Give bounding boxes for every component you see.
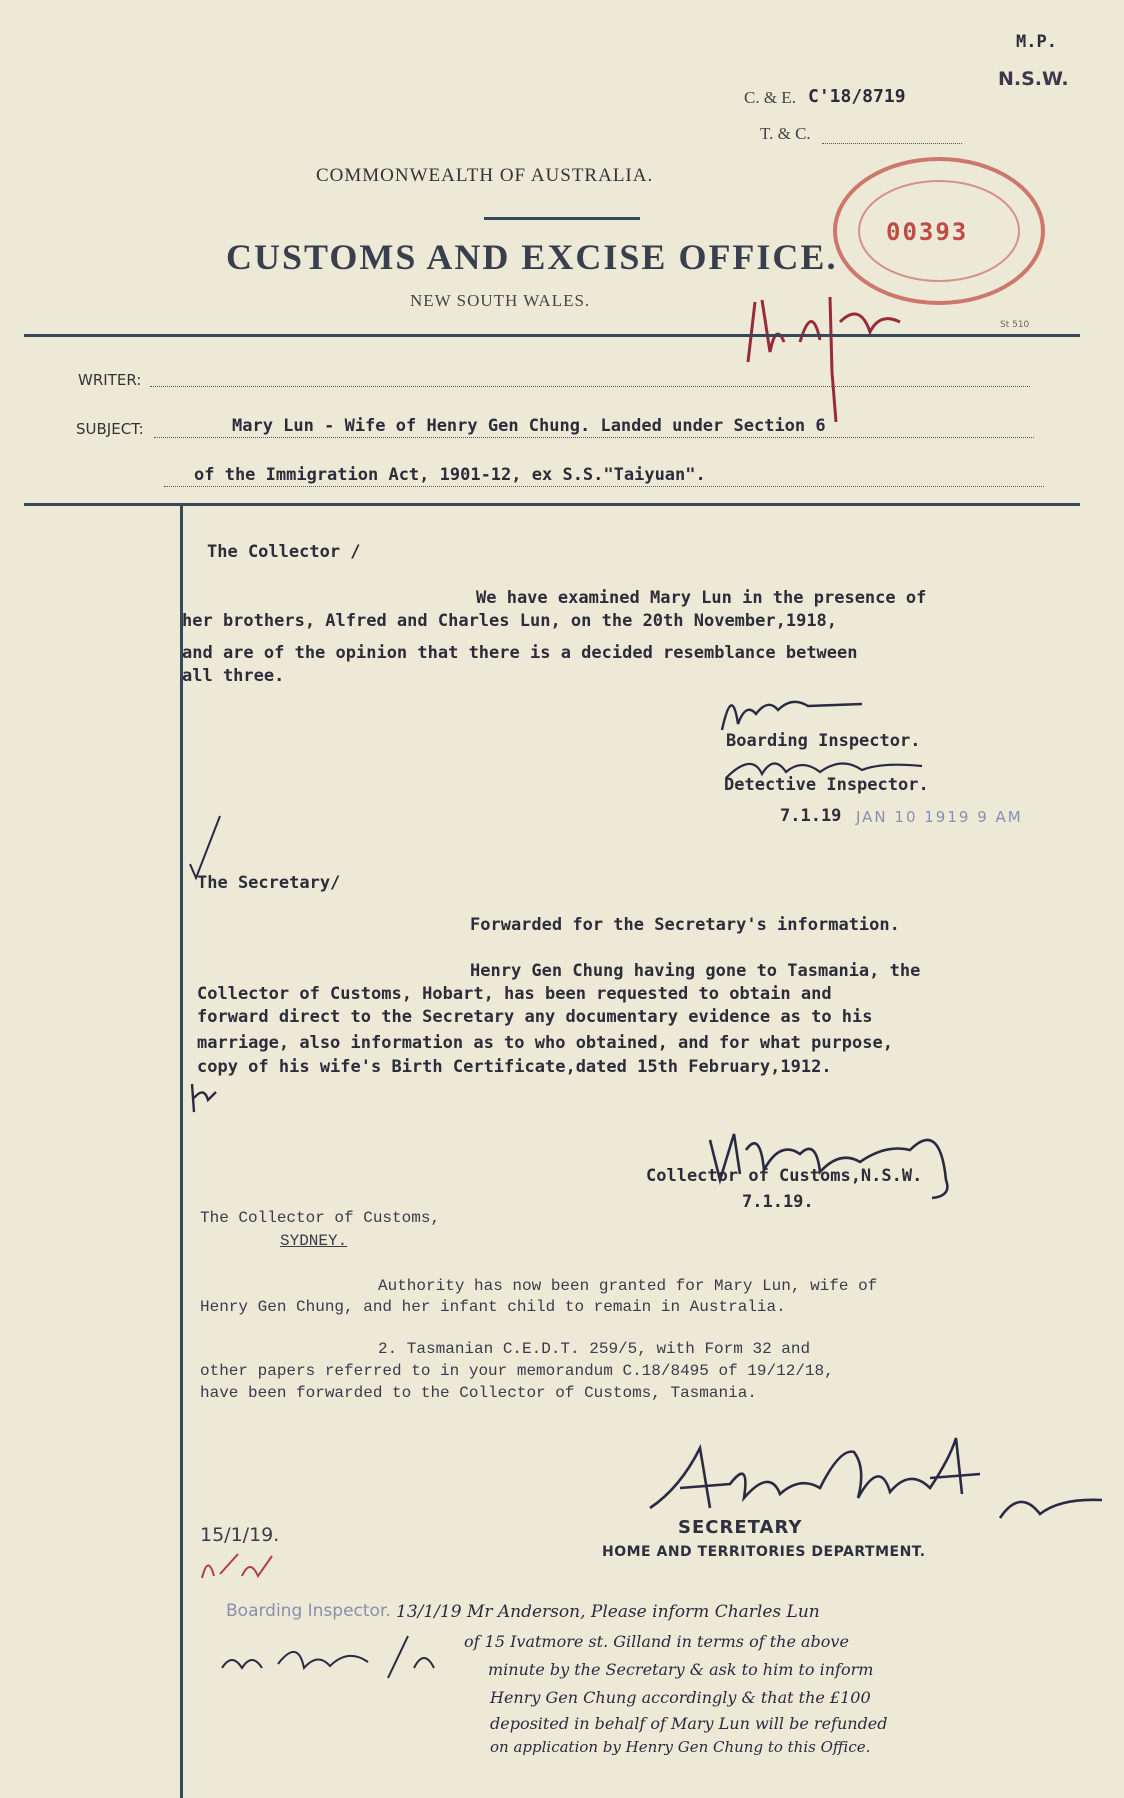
- tc-dotted-line: [822, 143, 962, 144]
- boarding-inspector-title: Boarding Inspector.: [726, 731, 921, 751]
- minute2-line-1: Henry Gen Chung having gone to Tasmania, the: [470, 961, 921, 981]
- note-line-3: minute by the Secretary & ask to him to inform: [488, 1660, 874, 1679]
- ce-label: C. & E.: [744, 88, 796, 107]
- department-title: HOME AND TERRITORIES DEPARTMENT.: [602, 1544, 926, 1560]
- note-line-4: Henry Gen Chung accordingly & that the £100: [490, 1688, 871, 1707]
- red-margin-note: [198, 1548, 278, 1584]
- writer-label: WRITER:: [78, 371, 142, 389]
- subject-label: SUBJECT:: [76, 420, 144, 438]
- reply-addressee-1: The Collector of Customs,: [200, 1209, 441, 1227]
- boarding-inspector-stamp: Boarding Inspector.: [226, 1601, 391, 1621]
- secretary-title: SECRETARY: [678, 1517, 803, 1538]
- margin-initials: [186, 1078, 222, 1118]
- subject-dotted-line-1: [154, 437, 1034, 438]
- subject-line-2: of the Immigration Act, 1901-12, ex S.S."Taiyuan".: [194, 465, 706, 485]
- minute2-forwarded: Forwarded for the Secretary's information.: [470, 915, 900, 935]
- minute2-salutation: The Secretary/: [197, 873, 341, 893]
- minute1-salutation: The Collector /: [207, 542, 361, 562]
- tc-label: T. & C.: [760, 124, 811, 143]
- margin-rule: [180, 505, 183, 1798]
- ce-number: C'18/8719: [808, 86, 906, 107]
- note-line-1: 13/1/19 Mr Anderson, Please inform Charles Lun: [396, 1602, 820, 1622]
- minute2-line-4: marriage, also information as to who obtained, and for what purpose,: [197, 1033, 893, 1053]
- state-heading: NEW SOUTH WALES.: [410, 291, 591, 310]
- mp-mark: M.P.: [1016, 32, 1057, 52]
- reply-para1-line-1: Authority has now been granted for Mary Lun, wife of: [378, 1277, 878, 1295]
- reply-para2-line-3: have been forwarded to the Collector of Customs, Tasmania.: [200, 1384, 757, 1402]
- minute1-date: 7.1.19: [780, 806, 842, 826]
- minute2-line-3: forward direct to the Secretary any documentary evidence as to his: [197, 1007, 873, 1027]
- note-line-2: of 15 Ivatmore st. Gilland in terms of the above: [464, 1632, 849, 1651]
- detective-inspector-title: Detective Inspector.: [724, 775, 929, 795]
- check-mark-icon: [186, 812, 226, 882]
- minute2-date: 7.1.19.: [742, 1192, 814, 1212]
- header-initials-signature: [740, 282, 920, 422]
- commonwealth-heading: COMMONWEALTH OF AUSTRALIA.: [316, 165, 654, 186]
- reply-para2-line-1: 2. Tasmanian C.E.D.T. 259/5, with Form 32 and: [378, 1340, 811, 1358]
- stamp-number: 00393: [886, 218, 969, 246]
- minute1-line-1: We have examined Mary Lun in the presence of: [476, 588, 927, 608]
- reply-addressee-2: SYDNEY.: [280, 1232, 348, 1250]
- collector-title: Collector of Customs,N.S.W.: [646, 1166, 923, 1186]
- nsw-mark: N.S.W.: [998, 68, 1069, 90]
- minute1-line-2: her brothers, Alfred and Charles Lun, on the 20th November,1918,: [182, 611, 838, 631]
- form-number: St 510: [1000, 320, 1030, 330]
- writer-dotted-line: [150, 386, 1030, 387]
- footer-initials-signature: [218, 1628, 458, 1688]
- minute1-received-stamp: JAN 10 1919 9 AM: [856, 808, 1023, 826]
- reply-para2-line-2: other papers referred to in your memorandum C.18/8495 of 19/12/18,: [200, 1362, 834, 1380]
- note-line-6: on application by Henry Gen Chung to this Office.: [490, 1738, 871, 1756]
- reply-para1-line-2: Henry Gen Chung, and her infant child to remain in Australia.: [200, 1298, 786, 1316]
- minute1-line-4: all three.: [182, 666, 285, 686]
- note-line-5: deposited in behalf of Mary Lun will be refunded: [490, 1714, 888, 1733]
- minute2-line-5: copy of his wife's Birth Certificate,dated 15th February,1912.: [197, 1057, 832, 1077]
- reply-date: 15/1/19.: [200, 1524, 280, 1546]
- subject-dotted-line-2: [164, 486, 1044, 487]
- subject-line-1: Mary Lun - Wife of Henry Gen Chung. Landed under Section 6: [232, 416, 826, 436]
- header-rule: [24, 334, 1080, 337]
- collector-signature: [700, 1110, 1030, 1200]
- minute2-line-2: Collector of Customs, Hobart, has been requested to obtain and: [197, 984, 832, 1004]
- minute1-line-3: and are of the opinion that there is a decided resemblance between: [182, 643, 858, 663]
- office-heading: CUSTOMS AND EXCISE OFFICE.: [226, 237, 838, 277]
- heading-divider: [484, 217, 640, 220]
